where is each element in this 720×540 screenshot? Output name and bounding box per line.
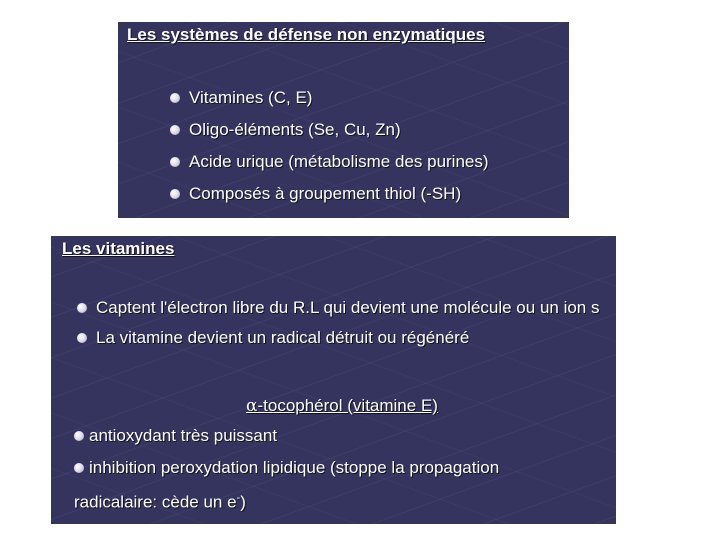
list-item-oligo-elements (170, 120, 401, 140)
list-item-acide-urique (170, 152, 489, 172)
list-item-text: Composés à groupement thiol (-SH) (189, 184, 462, 203)
list-item-composes-thiol (170, 184, 461, 204)
list-item-text: antioxydant très puissant (89, 426, 278, 445)
bullet-icon (74, 431, 84, 441)
list-item-antioxydant (74, 426, 277, 446)
slide-panel-defense-systems (118, 22, 569, 218)
continuation-text: radicalaire: cède un e (74, 492, 237, 512)
slide-title: Les vitamines (62, 239, 175, 258)
slide-panel-vitamines (51, 236, 616, 524)
list-item-text: Oligo-éléments (Se, Cu, Zn) (189, 120, 401, 139)
bullet-icon (74, 463, 84, 473)
list-item-text: Acide urique (métabolisme des purines) (189, 152, 489, 171)
list-item-vitamines (170, 88, 312, 108)
list-item-text: Captent l'électron libre du R.L qui devient une molécule ou un ion s (96, 298, 600, 317)
bullet-icon (170, 157, 180, 167)
bullet-icon (170, 93, 180, 103)
list-item-text: Vitamines (C, E) (189, 88, 313, 107)
electron-superscript: - (236, 492, 241, 504)
list-item-inhibition-peroxydation (74, 458, 499, 478)
bullet-icon (77, 333, 87, 343)
subheading-text: -tocophérol (vitamine E) (257, 396, 438, 415)
slide-title: Les systèmes de défense non enzymatiques (127, 25, 486, 44)
list-item-vitamine-radical (77, 328, 469, 348)
continuation-line (74, 492, 246, 513)
list-item-captent-electron (77, 298, 599, 318)
bullet-icon (170, 125, 180, 135)
bullet-icon (170, 189, 180, 199)
list-item-text: La vitamine devient un radical détruit ou régénéré (96, 328, 470, 347)
list-item-text: inhibition peroxydation lipidique (stoppe la propagation (89, 458, 500, 477)
bullet-icon (77, 303, 87, 313)
continuation-closing: ) (240, 492, 246, 512)
alpha-symbol: α (246, 396, 258, 416)
subheading-alpha-tocopherol (246, 396, 438, 416)
